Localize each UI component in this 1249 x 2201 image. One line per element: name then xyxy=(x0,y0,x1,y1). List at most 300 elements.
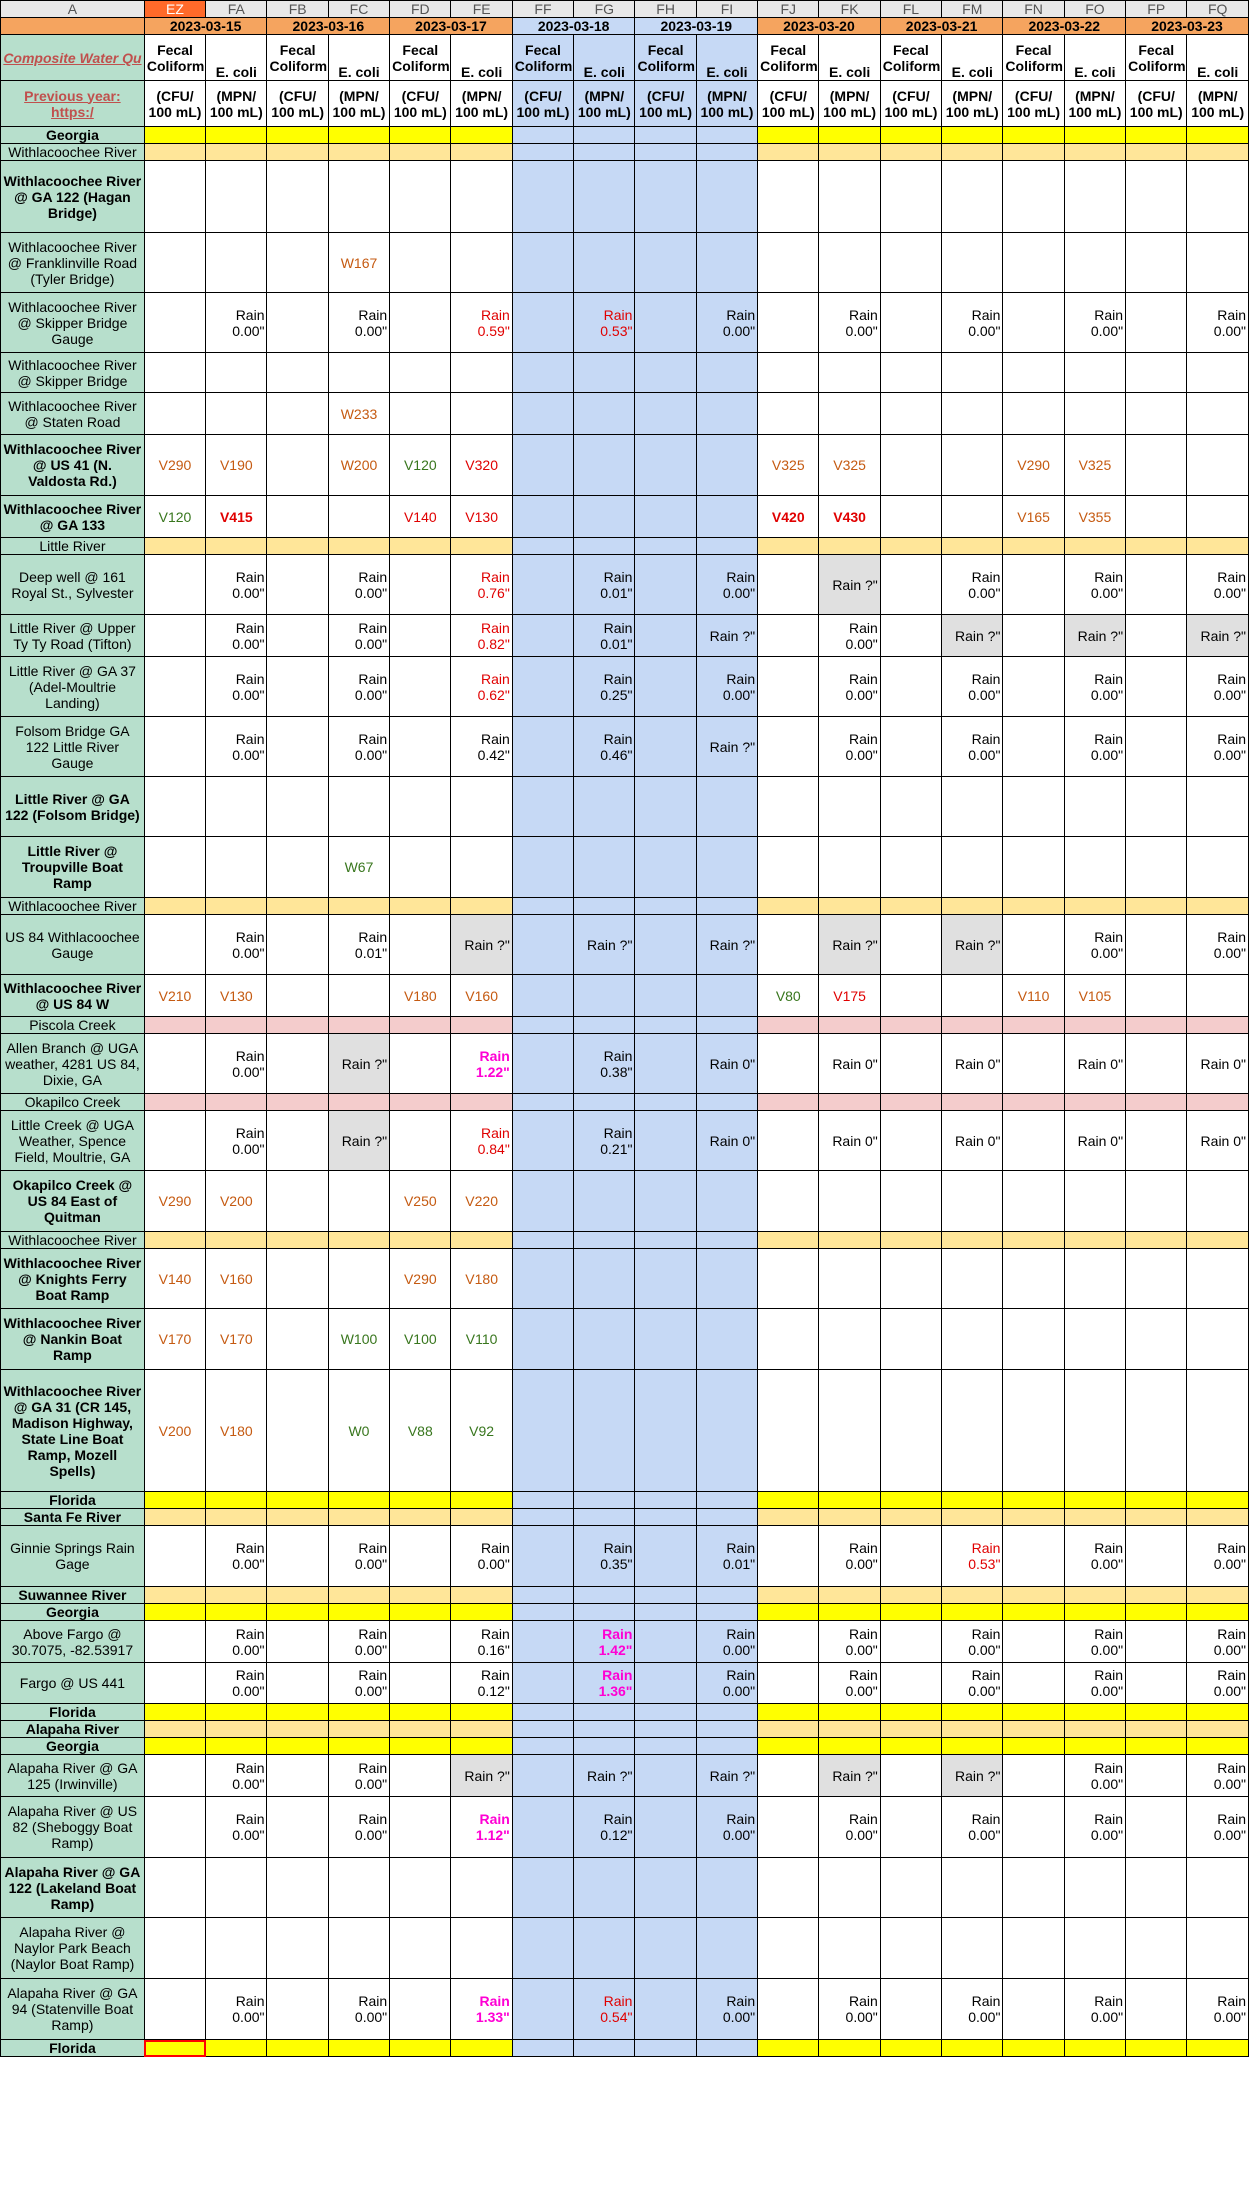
data-cell[interactable] xyxy=(1003,1797,1064,1858)
data-cell[interactable] xyxy=(512,975,573,1017)
data-cell[interactable] xyxy=(574,1918,635,1979)
data-cell[interactable] xyxy=(635,777,696,837)
data-cell[interactable] xyxy=(451,353,512,393)
data-cell[interactable] xyxy=(880,1034,941,1094)
data-cell[interactable] xyxy=(206,1721,267,1738)
data-cell[interactable] xyxy=(328,1509,389,1526)
rain-cell[interactable]: Rain 0.54" xyxy=(574,1979,635,2040)
data-cell[interactable] xyxy=(390,1858,451,1918)
data-cell[interactable] xyxy=(328,1232,389,1249)
river-label[interactable]: Suwannee River xyxy=(1,1587,145,1604)
data-cell[interactable] xyxy=(1187,1604,1249,1621)
data-cell[interactable] xyxy=(144,1232,205,1249)
e-coli-header[interactable]: E. coli xyxy=(574,35,635,81)
data-cell[interactable] xyxy=(390,1492,451,1509)
site-label[interactable]: Withlacoochee River @ GA 133 xyxy=(1,496,145,538)
data-cell[interactable] xyxy=(451,233,512,293)
rain-cell[interactable]: Rain 0.00" xyxy=(942,1979,1003,2040)
data-cell[interactable] xyxy=(451,1858,512,1918)
data-cell[interactable] xyxy=(1126,1171,1187,1232)
data-cell[interactable] xyxy=(880,717,941,777)
column-header-FI[interactable]: FI xyxy=(696,1,757,18)
data-cell[interactable] xyxy=(1064,353,1125,393)
rain-cell[interactable]: Rain 0.00" xyxy=(1064,1663,1125,1704)
rain-cell[interactable]: Rain 0.01" xyxy=(574,615,635,657)
rain-cell[interactable]: Rain 0.59" xyxy=(451,293,512,353)
rain-cell[interactable]: Rain 0.38" xyxy=(574,1034,635,1094)
rain-cell[interactable]: Rain ?" xyxy=(819,915,880,975)
data-cell[interactable] xyxy=(758,1663,819,1704)
data-cell[interactable] xyxy=(1003,127,1064,144)
data-cell[interactable] xyxy=(1064,1918,1125,1979)
rain-cell[interactable]: Rain 0.00" xyxy=(696,657,757,717)
data-cell[interactable] xyxy=(1187,435,1249,496)
state-label[interactable]: Georgia xyxy=(1,1738,145,1755)
rain-cell[interactable]: Rain ?" xyxy=(451,1755,512,1797)
data-cell[interactable] xyxy=(206,127,267,144)
column-header-FH[interactable]: FH xyxy=(635,1,696,18)
data-cell[interactable] xyxy=(819,1509,880,1526)
data-cell[interactable] xyxy=(144,1704,205,1721)
data-cell[interactable] xyxy=(206,233,267,293)
data-cell[interactable] xyxy=(880,161,941,233)
data-cell[interactable] xyxy=(328,1492,389,1509)
data-cell[interactable] xyxy=(512,353,573,393)
rain-cell[interactable]: Rain 0.00" xyxy=(1187,657,1249,717)
data-cell[interactable] xyxy=(512,777,573,837)
data-cell[interactable] xyxy=(1187,496,1249,538)
data-cell[interactable] xyxy=(696,1604,757,1621)
data-cell[interactable] xyxy=(1126,1111,1187,1171)
sample-value-cell[interactable]: V200 xyxy=(144,1370,205,1492)
data-cell[interactable] xyxy=(880,1587,941,1604)
fecal-coliform-header[interactable]: Fecal Coliform xyxy=(880,35,941,81)
data-cell[interactable] xyxy=(144,1509,205,1526)
data-cell[interactable] xyxy=(1126,538,1187,555)
data-cell[interactable] xyxy=(1187,1017,1249,1034)
data-cell[interactable] xyxy=(635,975,696,1017)
date-header[interactable]: 2023-03-15 xyxy=(144,18,267,35)
data-cell[interactable] xyxy=(758,1587,819,1604)
sample-value-cell[interactable]: V140 xyxy=(390,496,451,538)
data-cell[interactable] xyxy=(696,1738,757,1755)
data-cell[interactable] xyxy=(1126,1526,1187,1587)
data-cell[interactable] xyxy=(206,144,267,161)
sample-value-cell[interactable]: V175 xyxy=(819,975,880,1017)
data-cell[interactable] xyxy=(574,1858,635,1918)
data-cell[interactable] xyxy=(880,1094,941,1111)
data-cell[interactable] xyxy=(1187,393,1249,435)
data-cell[interactable] xyxy=(1064,1858,1125,1918)
data-cell[interactable] xyxy=(1126,1094,1187,1111)
data-cell[interactable] xyxy=(574,233,635,293)
data-cell[interactable] xyxy=(758,898,819,915)
data-cell[interactable] xyxy=(758,1249,819,1309)
data-cell[interactable] xyxy=(635,1755,696,1797)
data-cell[interactable] xyxy=(758,777,819,837)
data-cell[interactable] xyxy=(206,898,267,915)
data-cell[interactable] xyxy=(635,161,696,233)
data-cell[interactable] xyxy=(512,1526,573,1587)
data-cell[interactable] xyxy=(267,1309,328,1370)
data-cell[interactable] xyxy=(267,1017,328,1034)
data-cell[interactable] xyxy=(512,233,573,293)
data-cell[interactable] xyxy=(758,293,819,353)
site-label[interactable]: Above Fargo @ 30.7075, -82.53917 xyxy=(1,1621,145,1663)
rain-cell[interactable]: Rain 0" xyxy=(1064,1034,1125,1094)
sample-value-cell[interactable]: V290 xyxy=(390,1249,451,1309)
data-cell[interactable] xyxy=(942,161,1003,233)
sample-value-cell[interactable]: V430 xyxy=(819,496,880,538)
data-cell[interactable] xyxy=(1126,1621,1187,1663)
data-cell[interactable] xyxy=(635,353,696,393)
data-cell[interactable] xyxy=(144,353,205,393)
column-header-FM[interactable]: FM xyxy=(942,1,1003,18)
data-cell[interactable] xyxy=(635,1492,696,1509)
data-cell[interactable] xyxy=(267,496,328,538)
data-cell[interactable] xyxy=(1064,538,1125,555)
data-cell[interactable] xyxy=(942,127,1003,144)
data-cell[interactable] xyxy=(635,1509,696,1526)
site-label[interactable]: Little River @ Troupville Boat Ramp xyxy=(1,837,145,898)
data-cell[interactable] xyxy=(1003,161,1064,233)
site-label[interactable]: Withlacoochee River @ Staten Road xyxy=(1,393,145,435)
data-cell[interactable] xyxy=(574,393,635,435)
date-header[interactable]: 2023-03-23 xyxy=(1126,18,1249,35)
sample-value-cell[interactable]: W233 xyxy=(328,393,389,435)
data-cell[interactable] xyxy=(1187,1858,1249,1918)
data-cell[interactable] xyxy=(758,1738,819,1755)
data-cell[interactable] xyxy=(880,975,941,1017)
data-cell[interactable] xyxy=(696,393,757,435)
sample-value-cell[interactable]: V120 xyxy=(144,496,205,538)
data-cell[interactable] xyxy=(758,1017,819,1034)
data-cell[interactable] xyxy=(206,1094,267,1111)
data-cell[interactable] xyxy=(390,1704,451,1721)
data-cell[interactable] xyxy=(758,1526,819,1587)
data-cell[interactable] xyxy=(144,1721,205,1738)
data-cell[interactable] xyxy=(696,127,757,144)
data-cell[interactable] xyxy=(880,144,941,161)
column-header-FN[interactable]: FN xyxy=(1003,1,1064,18)
data-cell[interactable] xyxy=(206,837,267,898)
rain-cell[interactable]: Rain 0" xyxy=(696,1111,757,1171)
unit-header[interactable]: (MPN/ 100 mL) xyxy=(328,81,389,127)
data-cell[interactable] xyxy=(1003,1704,1064,1721)
data-cell[interactable] xyxy=(144,1587,205,1604)
data-cell[interactable] xyxy=(758,144,819,161)
data-cell[interactable] xyxy=(819,1232,880,1249)
data-cell[interactable] xyxy=(758,1232,819,1249)
data-cell[interactable] xyxy=(819,1094,880,1111)
sample-value-cell[interactable]: V220 xyxy=(451,1171,512,1232)
data-cell[interactable] xyxy=(267,1587,328,1604)
data-cell[interactable] xyxy=(451,1094,512,1111)
data-cell[interactable] xyxy=(758,1604,819,1621)
data-cell[interactable] xyxy=(1064,393,1125,435)
data-cell[interactable] xyxy=(819,353,880,393)
rain-cell[interactable]: Rain ?" xyxy=(819,1755,880,1797)
data-cell[interactable] xyxy=(1187,1094,1249,1111)
date-header[interactable]: 2023-03-19 xyxy=(635,18,758,35)
data-cell[interactable] xyxy=(267,1232,328,1249)
data-cell[interactable] xyxy=(144,915,205,975)
data-cell[interactable] xyxy=(390,1017,451,1034)
sample-value-cell[interactable]: V170 xyxy=(144,1309,205,1370)
data-cell[interactable] xyxy=(144,1979,205,2040)
data-cell[interactable] xyxy=(880,1171,941,1232)
data-cell[interactable] xyxy=(1126,144,1187,161)
data-cell[interactable] xyxy=(758,1858,819,1918)
data-cell[interactable] xyxy=(1003,1017,1064,1034)
data-cell[interactable] xyxy=(267,1492,328,1509)
data-cell[interactable] xyxy=(880,837,941,898)
rain-cell[interactable]: Rain ?" xyxy=(451,915,512,975)
data-cell[interactable] xyxy=(1126,393,1187,435)
rain-cell[interactable]: Rain 0.25" xyxy=(574,657,635,717)
e-coli-header[interactable]: E. coli xyxy=(206,35,267,81)
data-cell[interactable] xyxy=(1003,353,1064,393)
data-cell[interactable] xyxy=(696,353,757,393)
rain-cell[interactable]: Rain 0.00" xyxy=(696,1621,757,1663)
site-label[interactable]: Withlacoochee River @ Skipper Bridge xyxy=(1,353,145,393)
data-cell[interactable] xyxy=(390,538,451,555)
column-header-A[interactable]: A xyxy=(1,1,145,18)
sample-value-cell[interactable]: V180 xyxy=(451,1249,512,1309)
data-cell[interactable] xyxy=(267,1171,328,1232)
data-cell[interactable] xyxy=(144,1492,205,1509)
data-cell[interactable] xyxy=(1187,1721,1249,1738)
data-cell[interactable] xyxy=(1187,1232,1249,1249)
data-cell[interactable] xyxy=(942,1721,1003,1738)
rain-cell[interactable]: Rain 0.00" xyxy=(942,555,1003,615)
rain-cell[interactable]: Rain 0.00" xyxy=(1187,1979,1249,2040)
data-cell[interactable] xyxy=(1064,127,1125,144)
data-cell[interactable] xyxy=(880,898,941,915)
rain-cell[interactable]: Rain 0.00" xyxy=(1187,1755,1249,1797)
data-cell[interactable] xyxy=(1003,1370,1064,1492)
data-cell[interactable] xyxy=(144,1858,205,1918)
e-coli-header[interactable]: E. coli xyxy=(1187,35,1249,81)
data-cell[interactable] xyxy=(267,1111,328,1171)
rain-cell[interactable]: Rain 0.12" xyxy=(574,1797,635,1858)
data-cell[interactable] xyxy=(696,144,757,161)
data-cell[interactable] xyxy=(880,1017,941,1034)
site-label[interactable]: Little River @ Upper Ty Ty Road (Tifton) xyxy=(1,615,145,657)
data-cell[interactable] xyxy=(1126,837,1187,898)
data-cell[interactable] xyxy=(328,777,389,837)
site-label[interactable]: Withlacoochee River @ Franklinville Road (Tyler Bridge) xyxy=(1,233,145,293)
rain-cell[interactable]: Rain 0.00" xyxy=(328,1979,389,2040)
data-cell[interactable] xyxy=(696,435,757,496)
data-cell[interactable] xyxy=(1003,1509,1064,1526)
sample-value-cell[interactable]: V170 xyxy=(206,1309,267,1370)
data-cell[interactable] xyxy=(390,1111,451,1171)
data-cell[interactable] xyxy=(1187,975,1249,1017)
rain-cell[interactable]: Rain ?" xyxy=(574,1755,635,1797)
data-cell[interactable] xyxy=(1003,1604,1064,1621)
rain-cell[interactable]: Rain 0" xyxy=(1187,1034,1249,1094)
column-header-FO[interactable]: FO xyxy=(1064,1,1125,18)
data-cell[interactable] xyxy=(512,2040,573,2057)
data-cell[interactable] xyxy=(574,1738,635,1755)
data-cell[interactable] xyxy=(1003,1621,1064,1663)
rain-cell[interactable]: Rain 0.00" xyxy=(328,657,389,717)
data-cell[interactable] xyxy=(1003,555,1064,615)
rain-cell[interactable]: Rain 0.46" xyxy=(574,717,635,777)
rain-cell[interactable]: Rain 0.00" xyxy=(206,1979,267,2040)
rain-cell[interactable]: Rain 0.00" xyxy=(206,1755,267,1797)
data-cell[interactable] xyxy=(880,1232,941,1249)
data-cell[interactable] xyxy=(512,1249,573,1309)
data-cell[interactable] xyxy=(880,127,941,144)
data-cell[interactable] xyxy=(267,555,328,615)
data-cell[interactable] xyxy=(1003,1721,1064,1738)
data-cell[interactable] xyxy=(942,538,1003,555)
data-cell[interactable] xyxy=(819,144,880,161)
rain-cell[interactable]: Rain ?" xyxy=(696,915,757,975)
column-header-FA[interactable]: FA xyxy=(206,1,267,18)
data-cell[interactable] xyxy=(1003,293,1064,353)
fecal-coliform-header[interactable]: Fecal Coliform xyxy=(390,35,451,81)
sample-value-cell[interactable]: V325 xyxy=(758,435,819,496)
rain-cell[interactable]: Rain 0.00" xyxy=(206,1526,267,1587)
data-cell[interactable] xyxy=(451,898,512,915)
unit-header[interactable]: (CFU/ 100 mL) xyxy=(1003,81,1064,127)
date-header[interactable]: 2023-03-17 xyxy=(390,18,513,35)
data-cell[interactable] xyxy=(1064,1249,1125,1309)
rain-cell[interactable]: Rain 0.00" xyxy=(328,1621,389,1663)
site-label[interactable]: Withlacoochee River @ Skipper Bridge Gauge xyxy=(1,293,145,353)
data-cell[interactable] xyxy=(1187,1918,1249,1979)
rain-cell[interactable]: Rain 0.00" xyxy=(696,555,757,615)
data-cell[interactable] xyxy=(1064,1721,1125,1738)
rain-cell[interactable]: Rain ?" xyxy=(696,1755,757,1797)
rain-cell[interactable]: Rain 0.76" xyxy=(451,555,512,615)
site-label[interactable]: Withlacoochee River @ GA 31 (CR 145, Madison Highway, State Line Boat Ramp, Mozell Spells) xyxy=(1,1370,145,1492)
data-cell[interactable] xyxy=(635,555,696,615)
data-cell[interactable] xyxy=(1126,293,1187,353)
data-cell[interactable] xyxy=(512,1979,573,2040)
data-cell[interactable] xyxy=(390,1738,451,1755)
data-cell[interactable] xyxy=(1187,538,1249,555)
data-cell[interactable] xyxy=(758,1309,819,1370)
data-cell[interactable] xyxy=(758,353,819,393)
data-cell[interactable] xyxy=(942,353,1003,393)
data-cell[interactable] xyxy=(635,1309,696,1370)
data-cell[interactable] xyxy=(819,1492,880,1509)
unit-header[interactable]: (CFU/ 100 mL) xyxy=(390,81,451,127)
site-label[interactable]: Fargo @ US 441 xyxy=(1,1663,145,1704)
data-cell[interactable] xyxy=(451,777,512,837)
sample-value-cell[interactable]: V415 xyxy=(206,496,267,538)
data-cell[interactable] xyxy=(819,1721,880,1738)
data-cell[interactable] xyxy=(880,435,941,496)
data-cell[interactable] xyxy=(880,1492,941,1509)
data-cell[interactable] xyxy=(144,1918,205,1979)
data-cell[interactable] xyxy=(390,1587,451,1604)
column-header-FD[interactable]: FD xyxy=(390,1,451,18)
data-cell[interactable] xyxy=(1003,898,1064,915)
rain-cell[interactable]: Rain 0.00" xyxy=(1064,657,1125,717)
data-cell[interactable] xyxy=(206,1017,267,1034)
data-cell[interactable] xyxy=(942,1509,1003,1526)
data-cell[interactable] xyxy=(880,496,941,538)
data-cell[interactable] xyxy=(635,1094,696,1111)
data-cell[interactable] xyxy=(635,1034,696,1094)
sample-value-cell[interactable]: V160 xyxy=(451,975,512,1017)
data-cell[interactable] xyxy=(1126,1309,1187,1370)
data-cell[interactable] xyxy=(758,915,819,975)
data-cell[interactable] xyxy=(880,1309,941,1370)
data-cell[interactable] xyxy=(512,1492,573,1509)
rain-cell[interactable]: Rain 0.62" xyxy=(451,657,512,717)
data-cell[interactable] xyxy=(267,1526,328,1587)
data-cell[interactable] xyxy=(267,975,328,1017)
data-cell[interactable] xyxy=(144,898,205,915)
data-cell[interactable] xyxy=(267,2040,328,2057)
rain-cell[interactable]: Rain 0.00" xyxy=(328,555,389,615)
column-header-FP[interactable]: FP xyxy=(1126,1,1187,18)
rain-cell[interactable]: Rain 0.00" xyxy=(1064,1979,1125,2040)
sample-value-cell[interactable]: V200 xyxy=(206,1171,267,1232)
data-cell[interactable] xyxy=(512,555,573,615)
data-cell[interactable] xyxy=(1064,1094,1125,1111)
data-cell[interactable] xyxy=(696,1587,757,1604)
data-cell[interactable] xyxy=(512,1370,573,1492)
data-cell[interactable] xyxy=(942,777,1003,837)
creek-label[interactable]: Okapilco Creek xyxy=(1,1094,145,1111)
data-cell[interactable] xyxy=(758,538,819,555)
data-cell[interactable] xyxy=(574,1017,635,1034)
data-cell[interactable] xyxy=(144,777,205,837)
data-cell[interactable] xyxy=(1003,1979,1064,2040)
data-cell[interactable] xyxy=(942,1738,1003,1755)
data-cell[interactable] xyxy=(758,1918,819,1979)
data-cell[interactable] xyxy=(635,1017,696,1034)
data-cell[interactable] xyxy=(1064,777,1125,837)
data-cell[interactable] xyxy=(512,161,573,233)
data-cell[interactable] xyxy=(1003,1755,1064,1797)
data-cell[interactable] xyxy=(328,1604,389,1621)
data-cell[interactable] xyxy=(512,1309,573,1370)
data-cell[interactable] xyxy=(635,1249,696,1309)
data-cell[interactable] xyxy=(451,127,512,144)
data-cell[interactable] xyxy=(390,1509,451,1526)
rain-cell[interactable]: Rain 0.01" xyxy=(696,1526,757,1587)
data-cell[interactable] xyxy=(206,393,267,435)
data-cell[interactable] xyxy=(635,435,696,496)
data-cell[interactable] xyxy=(206,2040,267,2057)
data-cell[interactable] xyxy=(758,615,819,657)
data-cell[interactable] xyxy=(512,538,573,555)
sample-value-cell[interactable]: V160 xyxy=(206,1249,267,1309)
data-cell[interactable] xyxy=(942,1492,1003,1509)
data-cell[interactable] xyxy=(942,1309,1003,1370)
sample-value-cell[interactable]: V420 xyxy=(758,496,819,538)
data-cell[interactable] xyxy=(144,1604,205,1621)
rain-cell[interactable]: Rain 0.01" xyxy=(328,915,389,975)
data-cell[interactable] xyxy=(1187,1171,1249,1232)
unit-header[interactable]: (MPN/ 100 mL) xyxy=(819,81,880,127)
data-cell[interactable] xyxy=(512,1171,573,1232)
data-cell[interactable] xyxy=(574,1249,635,1309)
rain-cell[interactable]: Rain 0.00" xyxy=(1064,1621,1125,1663)
rain-cell[interactable]: Rain 1.22" xyxy=(451,1034,512,1094)
data-cell[interactable] xyxy=(1187,1738,1249,1755)
data-cell[interactable] xyxy=(144,615,205,657)
data-cell[interactable] xyxy=(267,1370,328,1492)
